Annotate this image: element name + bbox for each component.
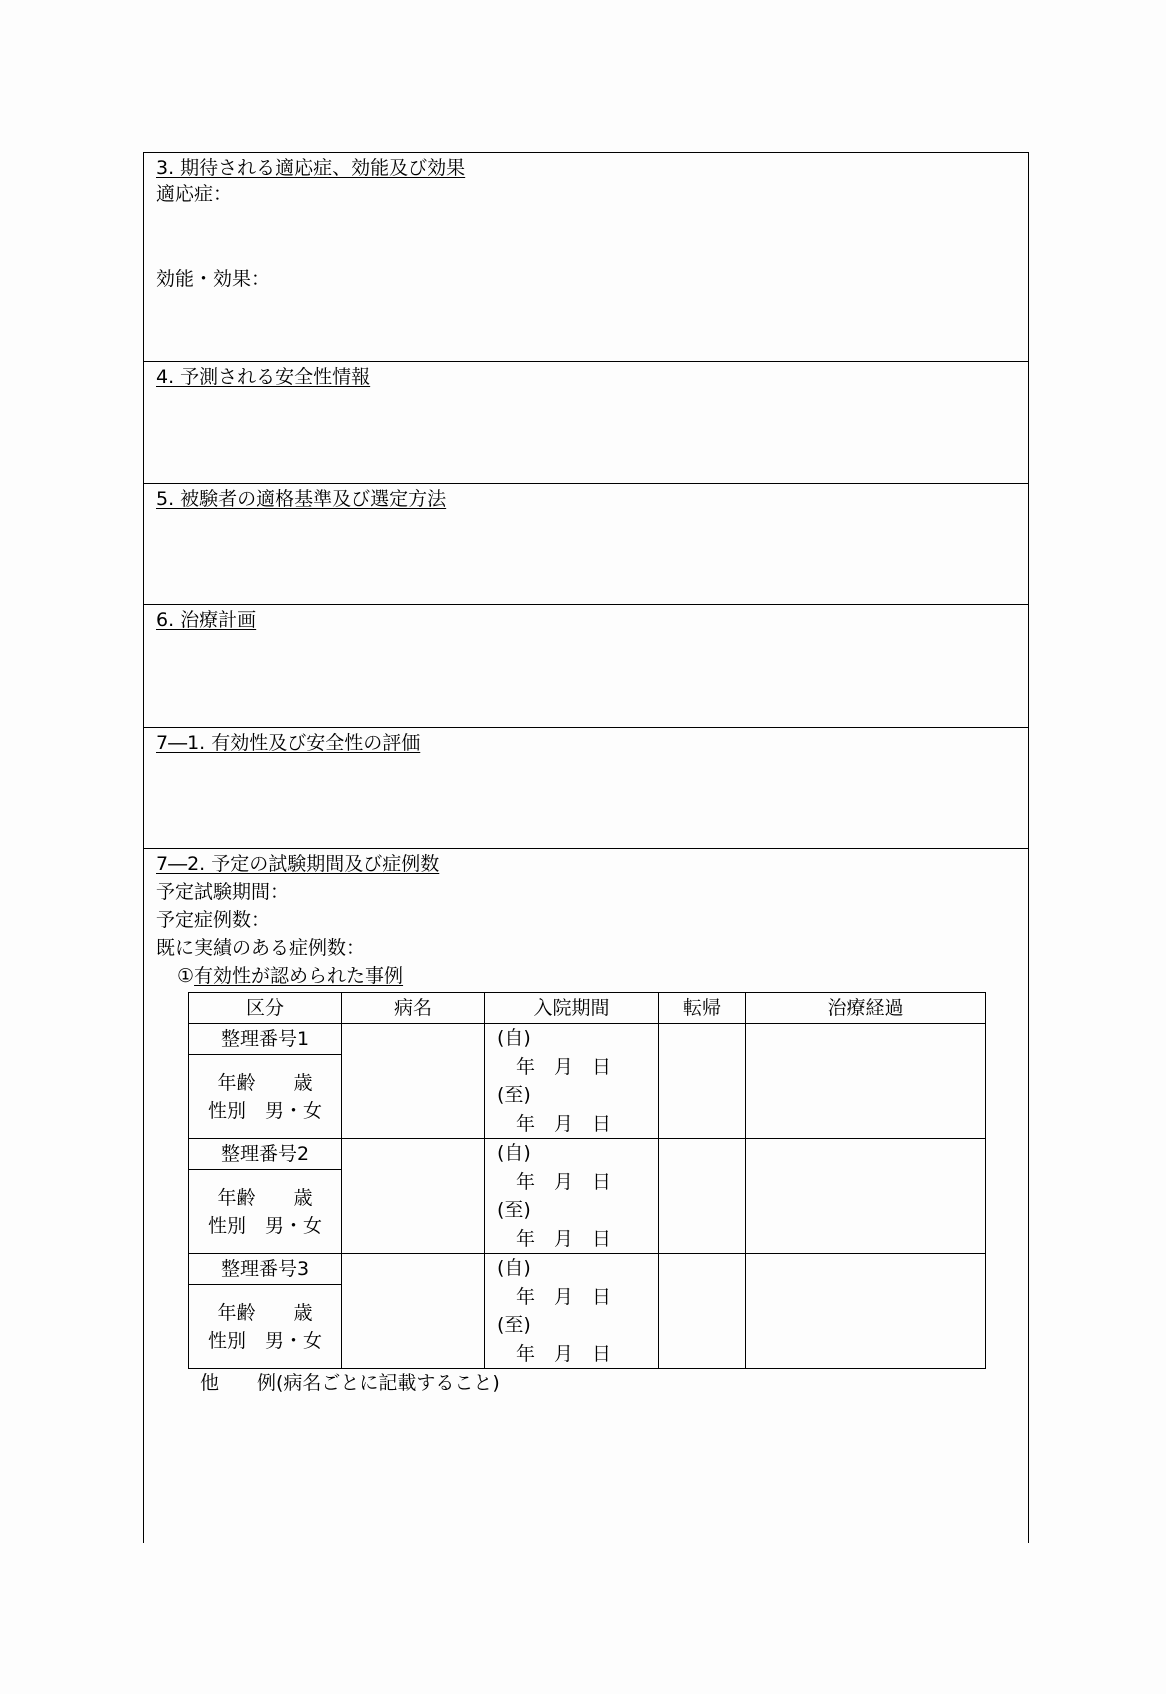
from-date: 年 月 日 bbox=[497, 1170, 612, 1193]
from-date: 年 月 日 bbox=[497, 1055, 612, 1078]
table-row bbox=[189, 1024, 986, 1055]
planned-cases-label[interactable]: 予定症例数： bbox=[156, 909, 271, 931]
outcome-cell[interactable] bbox=[659, 1139, 746, 1254]
table-row bbox=[189, 1254, 986, 1285]
treatment-course-cell[interactable] bbox=[746, 1254, 986, 1369]
section-3-indications bbox=[144, 153, 1028, 362]
disease-cell[interactable] bbox=[342, 1139, 485, 1254]
case-number: 整理番号3 bbox=[189, 1254, 342, 1285]
case-number: 整理番号1 bbox=[189, 1024, 342, 1055]
section-7-1-evaluation[interactable] bbox=[144, 728, 1028, 849]
table-header-row bbox=[189, 993, 986, 1024]
to-date: 年 月 日 bbox=[497, 1342, 612, 1365]
effective-cases-subheading bbox=[177, 963, 403, 989]
header-outcome: 転帰 bbox=[659, 993, 746, 1024]
hospitalization-cell[interactable] bbox=[485, 1024, 659, 1139]
section-7-2-title: 7―2. 予定の試験期間及び症例数 bbox=[156, 853, 440, 875]
header-category: 区分 bbox=[189, 993, 342, 1024]
effective-cases-table bbox=[188, 992, 986, 1369]
treatment-course-cell[interactable] bbox=[746, 1139, 986, 1254]
age-line: 年齢 歳 bbox=[217, 1301, 313, 1324]
header-disease: 病名 bbox=[342, 993, 485, 1024]
section-7-2-period-and-cases bbox=[144, 849, 1028, 1543]
age-sex-cell[interactable] bbox=[189, 1055, 342, 1139]
from-label: (自) bbox=[497, 1027, 531, 1049]
disease-cell[interactable] bbox=[342, 1024, 485, 1139]
to-date: 年 月 日 bbox=[497, 1227, 612, 1250]
existing-cases-label[interactable]: 既に実績のある症例数： bbox=[156, 937, 366, 959]
from-date: 年 月 日 bbox=[497, 1285, 612, 1308]
section-5-eligibility[interactable] bbox=[144, 484, 1028, 605]
disease-cell[interactable] bbox=[342, 1254, 485, 1369]
subheading-text: 有効性が認められた事例 bbox=[194, 965, 404, 987]
section-4-title: 4. 予測される安全性情報 bbox=[156, 366, 371, 388]
outcome-cell[interactable] bbox=[659, 1024, 746, 1139]
case-number: 整理番号2 bbox=[189, 1139, 342, 1170]
to-label: (至) bbox=[497, 1314, 531, 1336]
age-sex-cell[interactable] bbox=[189, 1285, 342, 1369]
section-5-title: 5. 被験者の適格基準及び選定方法 bbox=[156, 488, 447, 510]
other-cases-note: 他 例(病名ごとに記載すること) bbox=[200, 1372, 500, 1394]
section-3-title: 3. 期待される適応症、効能及び効果 bbox=[156, 157, 466, 179]
application-form-frame bbox=[143, 152, 1029, 1543]
header-treatment-course: 治療経過 bbox=[746, 993, 986, 1024]
from-label: (自) bbox=[497, 1142, 531, 1164]
efficacy-label[interactable]: 効能・効果： bbox=[156, 268, 271, 290]
to-label: (至) bbox=[497, 1199, 531, 1221]
sex-line: 性別 男・女 bbox=[207, 1099, 322, 1122]
treatment-course-cell[interactable] bbox=[746, 1024, 986, 1139]
hospitalization-cell[interactable] bbox=[485, 1254, 659, 1369]
section-7-1-title: 7―1. 有効性及び安全性の評価 bbox=[156, 732, 421, 754]
header-hospitalization: 入院期間 bbox=[485, 993, 659, 1024]
hospitalization-cell[interactable] bbox=[485, 1139, 659, 1254]
age-line: 年齢 歳 bbox=[217, 1071, 313, 1094]
table-row bbox=[189, 1139, 986, 1170]
indications-label[interactable]: 適応症： bbox=[156, 183, 233, 205]
age-sex-cell[interactable] bbox=[189, 1170, 342, 1254]
from-label: (自) bbox=[497, 1257, 531, 1279]
to-label: (至) bbox=[497, 1084, 531, 1106]
circled-one-marker: ① bbox=[177, 965, 195, 987]
section-6-treatment-plan[interactable] bbox=[144, 605, 1028, 728]
planned-period-label[interactable]: 予定試験期間： bbox=[156, 881, 290, 903]
outcome-cell[interactable] bbox=[659, 1254, 746, 1369]
sex-line: 性別 男・女 bbox=[207, 1214, 322, 1237]
age-line: 年齢 歳 bbox=[217, 1186, 313, 1209]
sex-line: 性別 男・女 bbox=[207, 1329, 322, 1352]
section-6-title: 6. 治療計画 bbox=[156, 609, 257, 631]
section-4-safety-info[interactable] bbox=[144, 362, 1028, 484]
to-date: 年 月 日 bbox=[497, 1112, 612, 1135]
